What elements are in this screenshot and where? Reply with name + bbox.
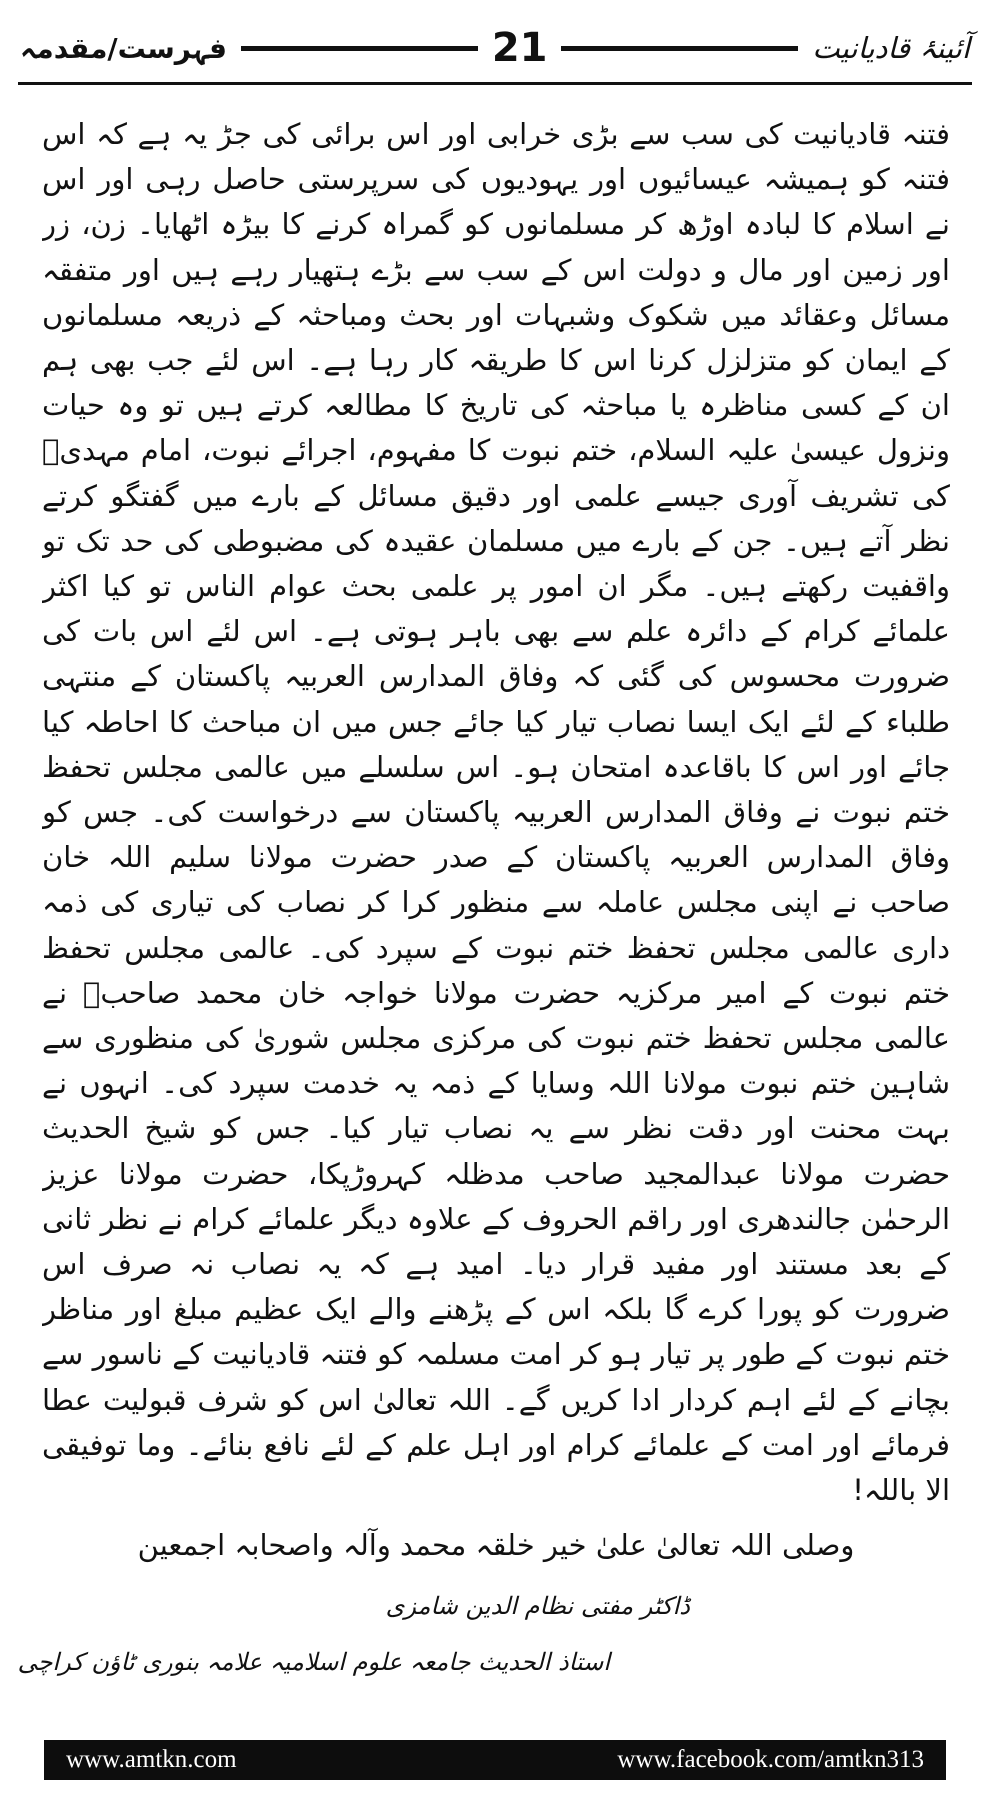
closing-salutation: وصلی اللہ تعالیٰ علیٰ خیر خلقہ محمد وآلہ واصحابہ اجمعین — [137, 1528, 855, 1562]
header-divider — [18, 82, 972, 85]
facebook-link[interactable]: www.facebook.com/amtkn313 — [617, 1746, 924, 1773]
section-title: فہرست/مقدمہ — [20, 31, 227, 65]
page-number: 21 — [491, 25, 548, 71]
body-paragraph: فتنہ قادیانیت کی سب سے بڑی خرابی اور اس برائی کی جڑ یہ ہے کہ اس فتنہ کو ہمیشہ عیسائیوں اور یہودیوں کی سرپرستی حاصل رہی اور اس نے اسلام کا لبادہ اوڑھ کر مسلمانوں کو گمراہ کرنے کا بیڑہ اٹھایا۔ زن، زر اور زمین اور مال و دولت اس کے سب سے بڑے ہتھیار رہے ہیں اور متفقہ مسائل وعقائد میں شکوک وشبہات اور بحث ومباحثہ کے ذریعہ مسلمانوں کے ایمان کو متزلزل کرنا اس کا طریقہ کار رہا ہے۔ اس لئے جب بھی ہم ان کے کسی مناظرہ یا مباحثہ کی تاریخ کا مطالعہ کرتے ہیں تو وہ حیات ونزول عیسیٰ علیہ السلام، ختم نبوت کا مفہوم، اجرائے نبوت، امام مہدیؑ کی تشریف آوری جیسے علمی اور دقیق مسائل کے بارے میں گفتگو کرتے نظر آتے ہیں۔ جن کے بارے میں مسلمان عقیدہ کی مضبوطی کی حد تک تو واقفیت رکھتے ہیں۔ مگر ان امور پر علمی بحث عوام الناس تو کیا اکثر علمائے کرام کے دائرہ علم سے بھی باہر ہوتی ہے۔ اس لئے اس بات کی ضرورت محسوس کی گئی کہ وفاق المدارس العربیہ پاکستان کے منتہی طلباء کے لئے ایک ایسا نصاب تیار کیا جائے جس میں ان مباحث کا احاطہ کیا جائے اور اس کا باقاعدہ امتحان ہو۔ اس سلسلے میں عالمی مجلس تحفظ ختم نبوت نے وفاق المدارس العربیہ پاکستان سے درخواست کی۔ جس کو وفاق المدارس العربیہ پاکستان کے صدر حضرت مولانا سلیم اللہ خان صاحب نے اپنی مجلس عاملہ سے منظور کرا کر نصاب کی تیاری کی ذمہ داری عالمی مجلس تحفظ ختم نبوت کے سپرد کی۔ عالمی مجلس تحفظ ختم نبوت کے امیر مرکزیہ حضرت مولانا خواجہ خان محمد صاحبؒ نے عالمی مجلس تحفظ ختم نبوت کی مرکزی مجلس شوریٰ کی منظوری سے شاہین ختم نبوت مولانا اللہ وسایا کے ذمہ یہ خدمت سپرد کی۔ انہوں نے بہت محنت اور دقت نظر سے یہ نصاب تیار کیا۔ جس کو شیخ الحدیث حضرت مولانا عبدالمجید صاحب مدظلہ کہروڑپکا، حضرت مولانا عزیز الرحمٰن جالندھری اور راقم الحروف کے علاوہ دیگر علمائے کرام نے نظر ثانی کے بعد مستند اور مفید قرار دیا۔ امید ہے کہ یہ نصاب نہ صرف اس ضرورت کو پورا کرے گا بلکہ اس کے پڑھنے والے ایک عظیم مبلغ اور مناظر ختم نبوت کے طور پر تیار ہو کر امت مسلمہ کو فتنہ قادیانیت کے ناسور سے بچانے کے لئے اہم کردار ادا کریں گے۔ اللہ تعالیٰ اس کو شرف قبولیت عطا فرمائے اور امت کے علمائے کرام اور اہل علم کے لئے نافع بنائے۔ وما توفیقی الا باللہ! — [42, 117, 950, 1508]
page-footer — [44, 1740, 946, 1780]
book-title: آئینۂ قادیانیت — [812, 31, 970, 65]
author-title: استاذ الحدیث جامعہ علوم اسلامیہ علامہ بنوری ٹاؤن کراچی — [17, 1648, 610, 1676]
author-name: ڈاکٹر مفتی نظام الدین شامزی — [385, 1592, 690, 1620]
header-rule-group — [241, 25, 798, 71]
page-header — [20, 18, 970, 78]
header-rule-right — [561, 46, 798, 51]
header-rule-left — [241, 46, 478, 51]
website-link[interactable]: www.amtkn.com — [66, 1746, 237, 1773]
